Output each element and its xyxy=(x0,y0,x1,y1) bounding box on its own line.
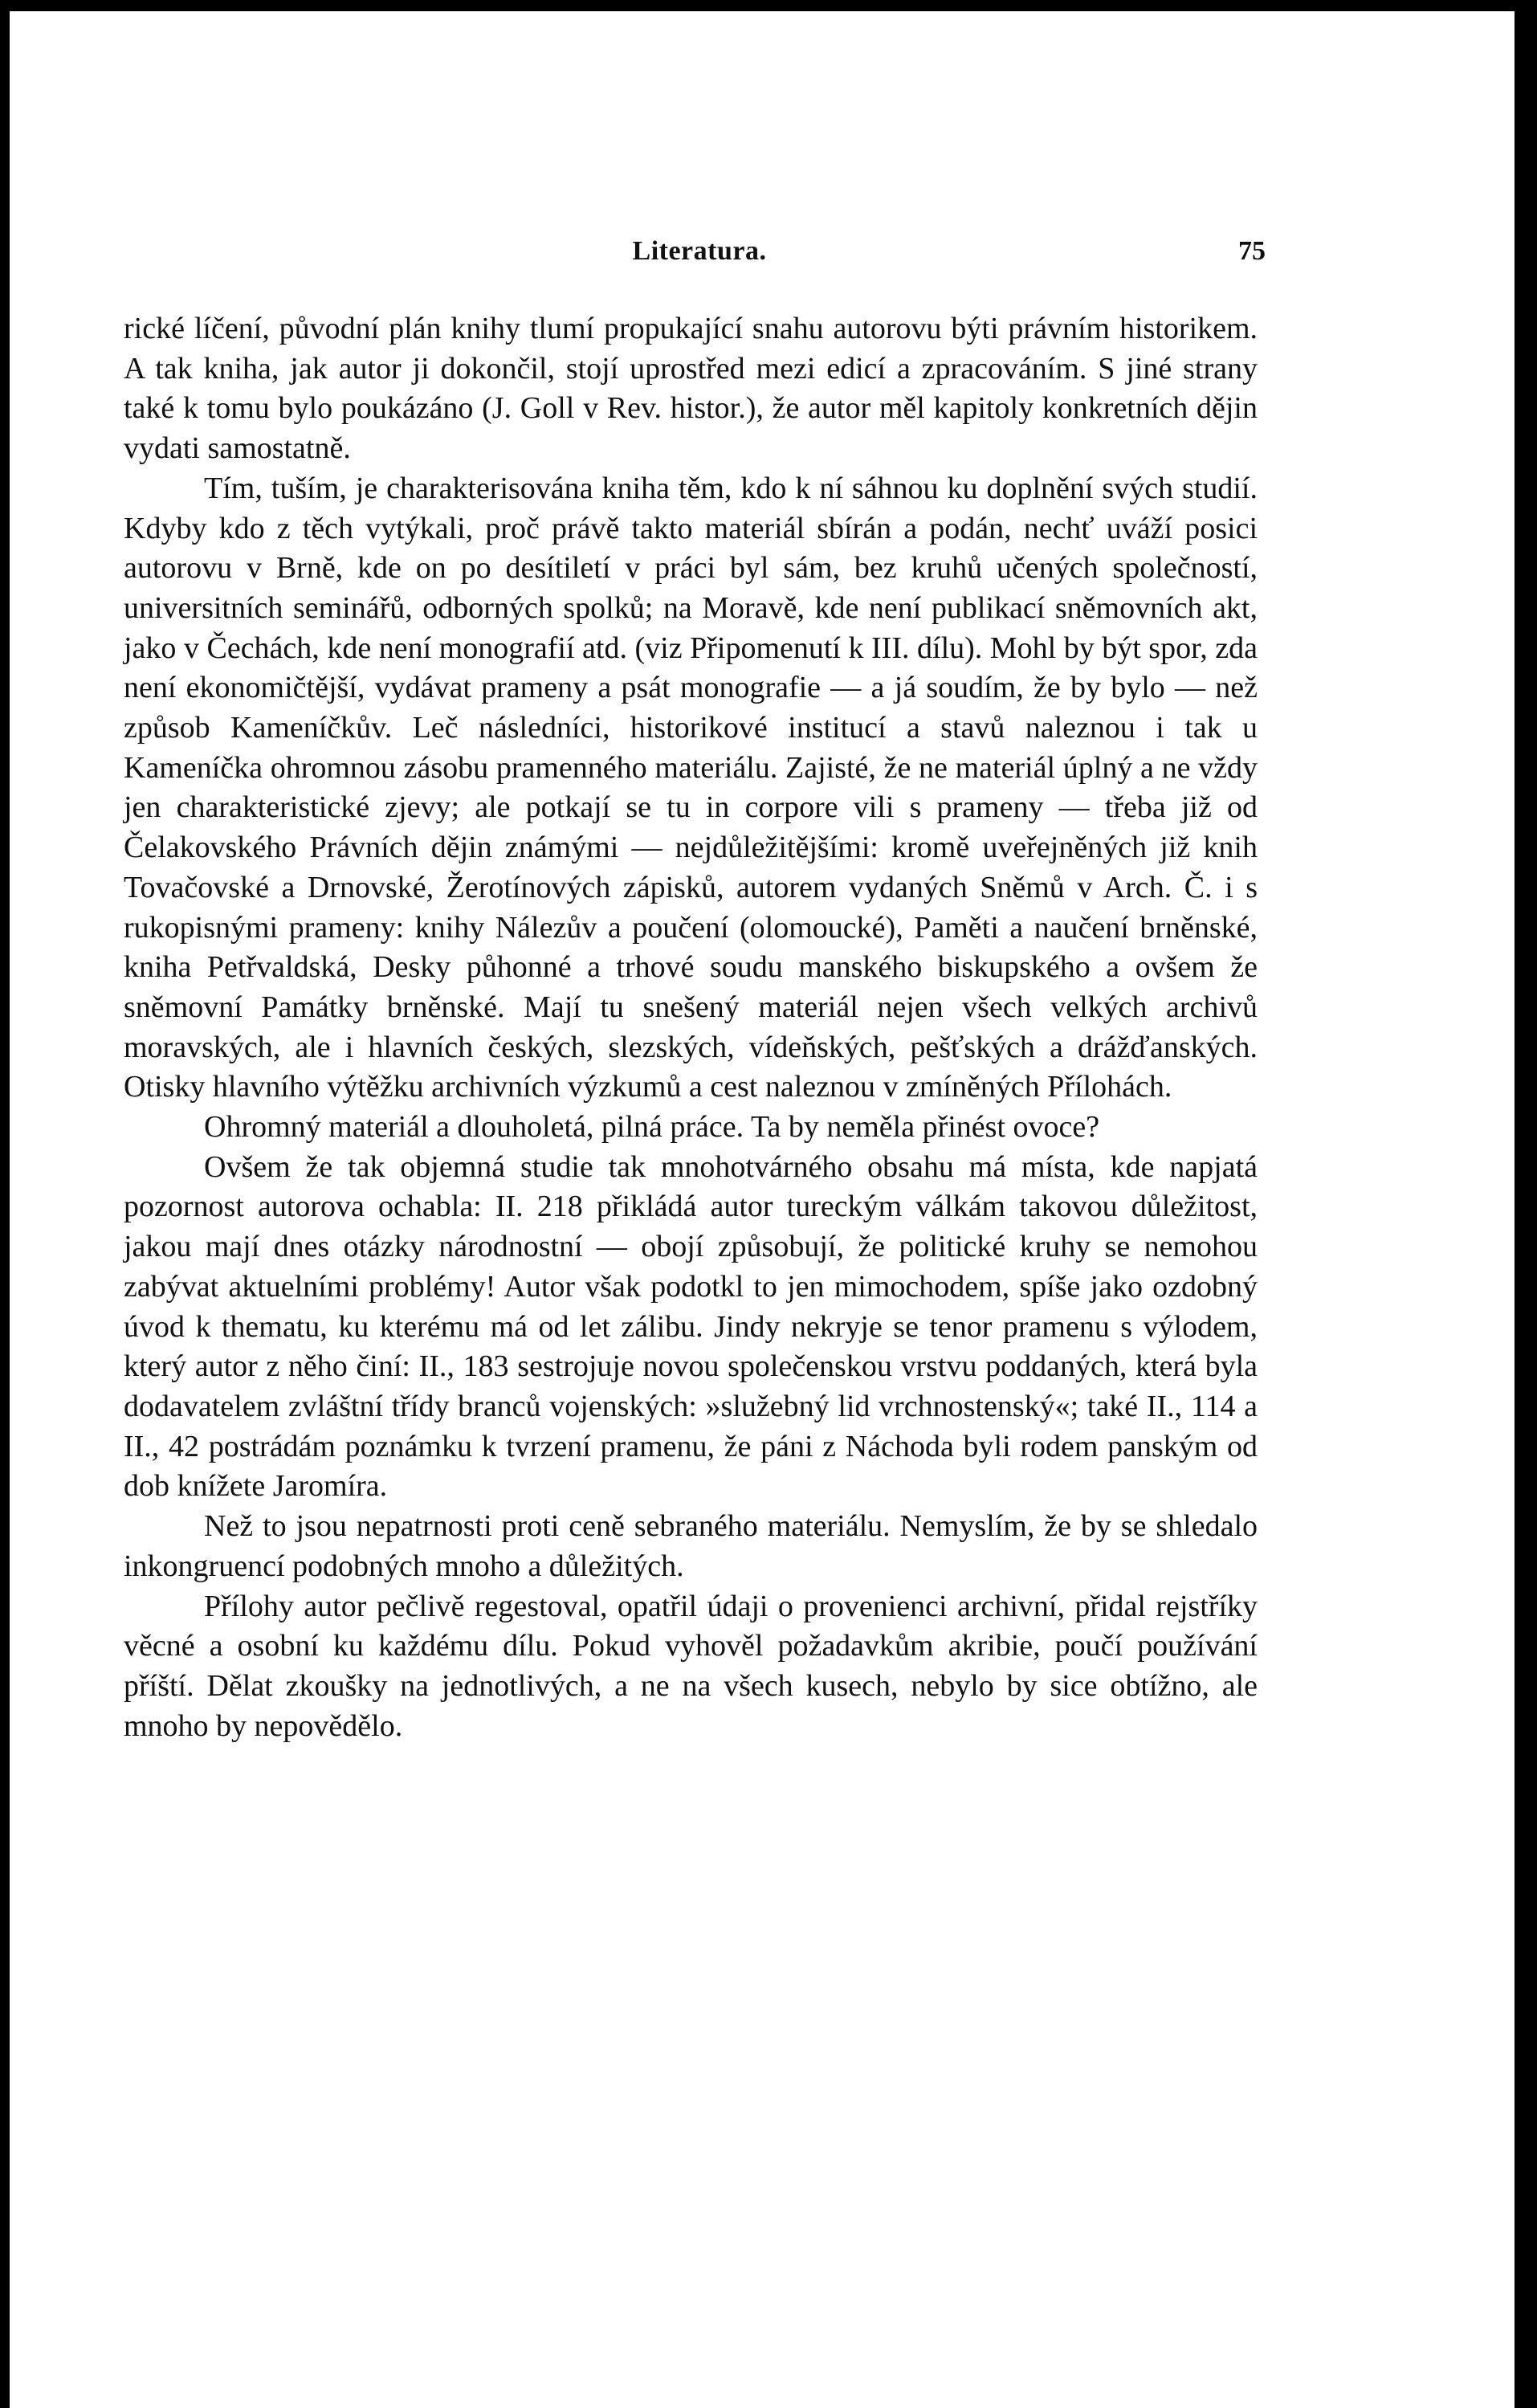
page-header xyxy=(133,236,1266,276)
paragraph-continuation: rické líčení, původní plán knihy tlumí propukající snahu autorovu býti právním historikem. A tak kniha, jak autor ji dokončil, stojí uprostřed mezi edicí a zpracováním. S jiné strany také k tomu bylo poukázáno (J. Goll v Rev. histor.), že autor měl kapitoly konkretních dějin vydati samostatně. xyxy=(124,312,1258,466)
scan-border-left xyxy=(0,0,10,2408)
scan-border-top xyxy=(0,0,1537,11)
running-title: Literatura. xyxy=(632,236,767,266)
paragraph: Ovšem že tak objemná studie tak mnohotvárného obsahu má místa, kde napjatá pozornost autorova ochabla: II. 218 přikládá autor tureckým válkám takovou důležitost, jakou mají dnes otázky národnostní — obojí způsobují, že politické kruhy se nemohou zabývat aktuelními problémy! Autor však podotkl to jen mimochodem, spíše jako ozdobný úvod k thematu, ku kterému má od let zálibu. Jindy nekryje se tenor pramenu s výlodem, který autor z něho činí: II., 183 sestrojuje novou společenskou vrstvu poddaných, která byla dodavatelem zvláštní třídy branců vojenských: »služebný lid vrchnostenský«; také II., 114 a II., 42 postrádám poznámku k tvrzení pramenu, že páni z Náchoda byli rodem panským od dob knížete Jaromíra. xyxy=(124,1149,1258,1504)
paragraph: Než to jsou nepatrnosti proti ceně sebraného materiálu. Nemyslím, že by se shledalo inkongruencí podobných mnoho a důležitých. xyxy=(124,1509,1258,1583)
scan-border-right xyxy=(1515,0,1537,2408)
body-text xyxy=(124,309,1258,1746)
paragraph: Tím, tuším, je charakterisována kniha těm, kdo k ní sáhnou ku doplnění svých studií. Kdyby kdo z těch vytýkali, proč právě takto materiál sbírán a podán, nechť uváží posici autorovu v Brně, kde on po desítiletí v práci byl sám, bez kruhů učených společností, universitních seminářů, odborných spolků; na Moravě, kde není publikací sněmovních akt, jako v Čechách, kde není monografií atd. (viz Připomenutí k III. dílu). Mohl by být spor, zda není ekonomičtější, vydávat prameny a psát monografie — a já soudím, že by bylo — než způsob Kameníčkův. Leč následníci, historikové institucí a stavů naleznou i tak u Kameníčka ohromnou zásobu pramenného materiálu. Zajisté, že ne materiál úplný a ne vždy jen charakteristické zjevy; ale potkají se tu in corpore vili s prameny — třeba již od Čelakovského Právních dějin známými — nejdůležitějšími: kromě uveřejněných již knih Tovačovské a Drnovské, Žerotínových zápisků, autorem vydaných Sněmů v Arch. Č. i s rukopisnými prameny: knihy Nálezův a poučení (olomoucké), Paměti a naučení brněnské, kniha Petřvaldská, Desky půhonné a trhové soudu manského biskupského a ovšem že sněmovní Památky brněnské. Mají tu snešený materiál nejen všech velkých archivů moravských, ale i hlavních českých, slezských, vídeňských, pešťských a drážďanských. Otisky hlavního výtěžku archivních výzkumů a cest naleznou v zmíněných Přílohách. xyxy=(124,471,1258,1104)
paragraph: Ohromný materiál a dlouholetá, pilná práce. Ta by neměla přinést ovoce? xyxy=(204,1110,1100,1145)
paragraph: Přílohy autor pečlivě regestoval, opatřil údaji o provenienci archivní, přidal rejstříky věcné a osobní ku každému dílu. Pokud vyhověl požadavkům akribie, poučí používání příští. Dělat zkoušky na jednotlivých, a ne na všech kusech, nebylo by sice obtížno, ale mnoho by nepovědělo. xyxy=(124,1589,1258,1743)
page-number: 75 xyxy=(1238,236,1266,266)
